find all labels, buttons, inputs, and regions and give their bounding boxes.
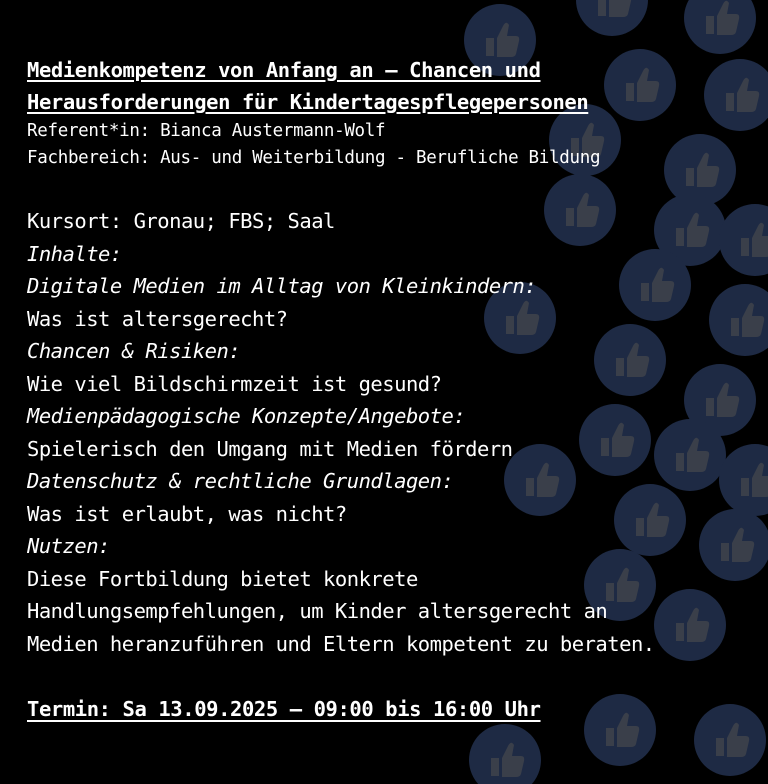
topic-heading: Medienpädagogische Konzepte/Angebote: — [27, 404, 466, 428]
topic-heading: Chancen & Risiken: — [27, 339, 241, 363]
event-title-line2: Herausforderungen für Kindertagespflegepersonen — [27, 90, 589, 114]
department: Fachbereich: Aus- und Weiterbildung - Berufliche Bildung — [27, 148, 601, 168]
location: Kursort: Gronau; FBS; Saal — [27, 209, 335, 233]
benefit-line: Diese Fortbildung bietet konkrete — [27, 566, 418, 591]
event-title-line1: Medienkompetenz von Anfang an – Chancen und — [27, 58, 541, 82]
topic-text: Was ist erlaubt, was nicht? — [27, 501, 347, 526]
benefit-line: Handlungsempfehlungen, um Kinder altersgerecht an — [27, 599, 608, 623]
topic-heading: Digitale Medien im Alltag von Kleinkindern: — [27, 274, 537, 298]
contents-heading: Inhalte: — [27, 241, 122, 266]
topic-text: Spielerisch den Umgang mit Medien fördern — [27, 436, 513, 461]
speaker: Referent*in: Bianca Austermann-Wolf — [27, 121, 386, 141]
topic-heading: Datenschutz & rechtliche Grundlagen: — [27, 469, 454, 493]
benefit-heading: Nutzen: — [27, 534, 110, 558]
topic-text: Wie viel Bildschirmzeit ist gesund? — [27, 371, 442, 396]
benefit-line: Medien heranzuführen und Eltern kompetent zu beraten. — [27, 631, 655, 656]
topic-text: Was ist altersgerecht? — [27, 306, 288, 331]
event-date: Termin: Sa 13.09.2025 – 09:00 bis 16:00 Uhr — [27, 697, 541, 721]
event-post — [27, 54, 762, 725]
